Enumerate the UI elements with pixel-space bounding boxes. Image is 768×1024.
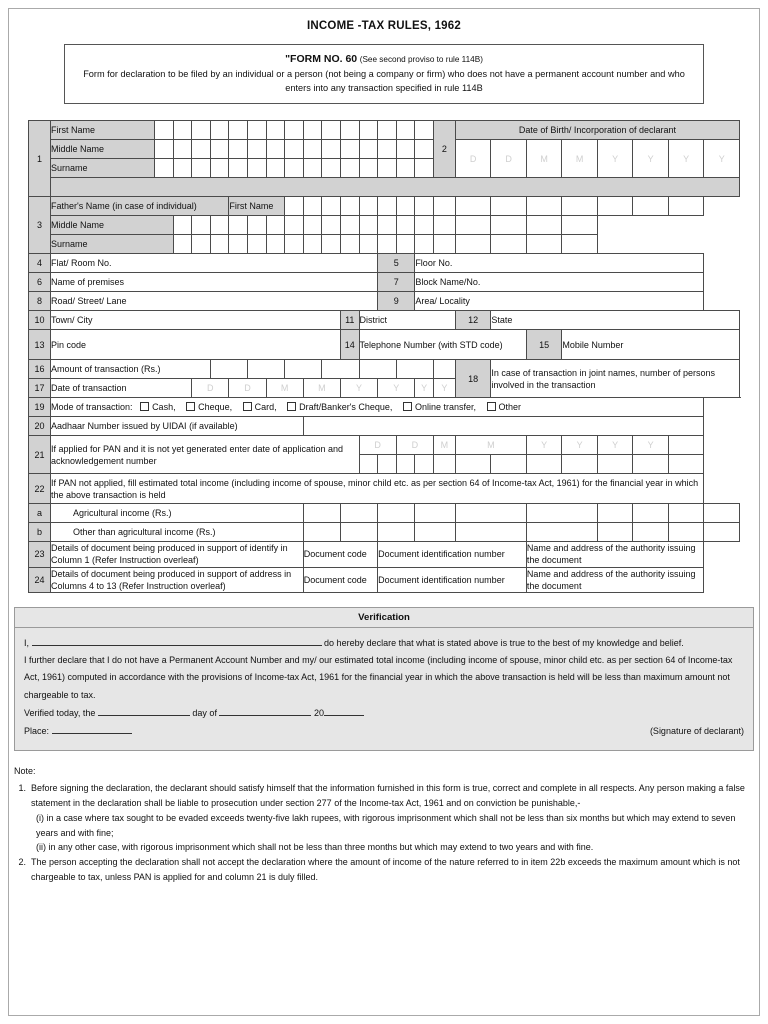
verified-day-blank[interactable] — [98, 715, 190, 716]
field-state[interactable]: State — [491, 311, 740, 330]
row-number-8: 8 — [29, 292, 51, 311]
father-middle-name-char-5[interactable] — [247, 216, 266, 235]
middle-name-char-12[interactable] — [359, 140, 378, 159]
verified-month-blank[interactable] — [219, 715, 311, 716]
row-document-identity — [29, 542, 740, 567]
surname-char-8[interactable] — [285, 159, 304, 178]
father-first-name-char-16[interactable] — [668, 197, 704, 216]
field-district[interactable]: District — [359, 311, 455, 330]
pan-date-month-2[interactable]: M — [455, 436, 526, 455]
row-number-21: 21 — [29, 436, 51, 474]
option-cheque: Cheque, — [198, 402, 233, 413]
other-income-box-2[interactable] — [340, 523, 377, 542]
father-first-name-char-10[interactable] — [455, 197, 491, 216]
field-flat-room-no[interactable]: Flat/ Room No. — [51, 254, 378, 273]
dob-box-year-2[interactable]: Y — [633, 140, 669, 178]
middle-name-char-10[interactable] — [322, 140, 341, 159]
label-fathers-name: Father's Name (in case of individual) — [51, 197, 229, 216]
sub-marker-22b: b — [29, 523, 51, 542]
row-number-23: 23 — [29, 542, 51, 567]
signature-label: (Signature of declarant) — [649, 726, 744, 737]
father-middle-name-char-3[interactable] — [210, 216, 229, 235]
row-number-1: 1 — [29, 121, 51, 197]
declarant-name-blank[interactable] — [32, 645, 322, 646]
father-middle-name-char-19[interactable] — [562, 216, 598, 235]
surname-char-13[interactable] — [378, 159, 397, 178]
row-number-7: 7 — [378, 273, 415, 292]
agri-income-box-8[interactable] — [633, 504, 669, 523]
other-income-box-10[interactable] — [704, 523, 740, 542]
amount-box-3[interactable] — [285, 360, 322, 379]
father-surname-char-16[interactable] — [455, 235, 491, 254]
label-other-income: Other than agricultural income (Rs.) — [51, 523, 304, 542]
other-income-box-7[interactable] — [597, 523, 633, 542]
form-content — [14, 14, 754, 885]
father-surname-char-9[interactable] — [322, 235, 341, 254]
txn-date-year-4[interactable]: Y — [433, 379, 455, 398]
form-number-line — [75, 52, 693, 68]
row-number-12: 12 — [455, 311, 491, 330]
other-income-box-6[interactable] — [526, 523, 597, 542]
verification-body — [15, 628, 753, 750]
field-town-city[interactable]: Town/ City — [51, 311, 341, 330]
middle-name-char-4[interactable] — [210, 140, 229, 159]
row-number-10: 10 — [29, 311, 51, 330]
row-number-19: 19 — [29, 398, 51, 417]
label-father-first-name: First Name — [229, 197, 285, 216]
verification-title: Verification — [15, 608, 753, 628]
verified-year-prefix: 20 — [313, 707, 324, 718]
father-first-name-char-14[interactable] — [597, 197, 633, 216]
agri-income-box-10[interactable] — [704, 504, 740, 523]
father-surname-char-3[interactable] — [210, 235, 229, 254]
agri-income-box-3[interactable] — [378, 504, 415, 523]
first-name-char-8[interactable] — [285, 121, 304, 140]
first-name-char-4[interactable] — [210, 121, 229, 140]
label-father-surname: Surname — [51, 235, 174, 254]
label-agricultural-income: Agricultural income (Rs.) — [51, 504, 304, 523]
verified-today-label: Verified today, the — [24, 707, 96, 718]
row-estimated-total-income — [29, 474, 740, 504]
label-date-of-transaction: Date of transaction — [51, 379, 192, 398]
ack-char-10[interactable] — [597, 455, 633, 474]
other-income-box-1[interactable] — [303, 523, 340, 542]
checkbox-other[interactable] — [487, 402, 496, 411]
middle-name-char-2[interactable] — [173, 140, 192, 159]
first-name-char-1[interactable] — [155, 121, 174, 140]
amount-box-7[interactable] — [433, 360, 455, 379]
pan-date-year-4[interactable]: Y — [633, 436, 669, 455]
father-surname-char-11[interactable] — [359, 235, 378, 254]
checkbox-cheque[interactable] — [186, 402, 195, 411]
dob-box-year-1[interactable]: Y — [597, 140, 633, 178]
middle-name-char-11[interactable] — [340, 140, 359, 159]
middle-name-char-8[interactable] — [285, 140, 304, 159]
note-text-1: Before signing the declaration, the declarant should satisfy himself that the information furnished in this form is true, correct and complete in all respects. Any person making a false statement in the declaration shall be liable to prosecution under section 277 of the Income-tax Act, 1961 and on conviction be punishable,- — [31, 783, 745, 808]
ack-char-4[interactable] — [415, 455, 434, 474]
ack-char-11[interactable] — [633, 455, 669, 474]
txn-date-year-2[interactable]: Y — [378, 379, 415, 398]
middle-name-char-13[interactable] — [378, 140, 397, 159]
label-aadhaar-number: Aadhaar Number issued by UIDAI (if available) — [51, 417, 304, 436]
surname-char-6[interactable] — [247, 159, 266, 178]
row-aadhaar-number — [29, 417, 740, 436]
checkbox-draft-bankers-cheque[interactable] — [287, 402, 296, 411]
field-name-of-premises[interactable]: Name of premises — [51, 273, 378, 292]
txn-date-year-3[interactable]: Y — [415, 379, 434, 398]
amount-box-1[interactable] — [210, 360, 247, 379]
ack-char-6[interactable] — [455, 455, 491, 474]
row-agricultural-income — [29, 504, 740, 523]
dob-box-day-1[interactable]: D — [455, 140, 491, 178]
txn-date-month-2[interactable]: M — [303, 379, 340, 398]
place-blank[interactable] — [52, 733, 132, 734]
txn-date-month-1[interactable]: M — [266, 379, 303, 398]
agri-income-box-5[interactable] — [455, 504, 526, 523]
verification-line-1 — [24, 635, 744, 652]
row-premises-block — [29, 273, 740, 292]
other-income-box-9[interactable] — [668, 523, 704, 542]
pan-date-month-1[interactable]: M — [433, 436, 455, 455]
row-other-income — [29, 523, 740, 542]
surname-char-7[interactable] — [266, 159, 285, 178]
row-amount-of-transaction — [29, 360, 740, 379]
pan-date-year-1[interactable]: Y — [526, 436, 562, 455]
surname-char-1[interactable] — [155, 159, 174, 178]
note-number-2: 2. — [18, 856, 26, 867]
middle-name-char-9[interactable] — [303, 140, 322, 159]
father-middle-name-char-16[interactable] — [455, 216, 491, 235]
checkbox-online-transfer[interactable] — [403, 402, 412, 411]
ack-char-9[interactable] — [562, 455, 598, 474]
first-name-char-14[interactable] — [396, 121, 415, 140]
ack-char-3[interactable] — [396, 455, 415, 474]
other-income-box-3[interactable] — [378, 523, 415, 542]
row-number-13: 13 — [29, 330, 51, 360]
field-block-name-no[interactable]: Block Name/No. — [415, 273, 704, 292]
row-document-address — [29, 567, 740, 592]
pan-date-day-1[interactable]: D — [359, 436, 396, 455]
middle-name-char-6[interactable] — [247, 140, 266, 159]
father-middle-name-char-2[interactable] — [192, 216, 211, 235]
header-authority-24[interactable]: Name and address of the authority issuing the document — [526, 567, 704, 592]
father-first-name-char-8[interactable] — [415, 197, 434, 216]
father-surname-char-15[interactable] — [433, 235, 455, 254]
first-name-char-12[interactable] — [359, 121, 378, 140]
txn-date-day-2[interactable]: D — [229, 379, 266, 398]
father-first-name-char-9[interactable] — [433, 197, 455, 216]
father-surname-char-6[interactable] — [266, 235, 285, 254]
middle-name-char-7[interactable] — [266, 140, 285, 159]
option-online-transfer: Online transfer, — [414, 402, 476, 413]
first-name-char-7[interactable] — [266, 121, 285, 140]
father-middle-name-char-8[interactable] — [303, 216, 322, 235]
header-document-code-24[interactable]: Document code — [303, 567, 377, 592]
surname-char-11[interactable] — [340, 159, 359, 178]
surname-char-10[interactable] — [322, 159, 341, 178]
mode-of-transaction-group — [51, 398, 704, 417]
middle-name-char-1[interactable] — [155, 140, 174, 159]
note-sub-1-ii: (ii) in any other case, with rigorous imprisonment which shall not be less than three months but which may extend to two years and with fine. — [36, 842, 594, 853]
verified-year-blank[interactable] — [324, 715, 364, 716]
first-name-char-15[interactable] — [415, 121, 434, 140]
surname-char-2[interactable] — [173, 159, 192, 178]
txn-date-year-1[interactable]: Y — [340, 379, 377, 398]
dob-box-year-3[interactable]: Y — [668, 140, 704, 178]
label-mode-of-transaction: Mode of transaction: — [51, 402, 133, 413]
verified-day-of-label: day of — [192, 707, 217, 718]
row-number-24: 24 — [29, 567, 51, 592]
first-name-char-11[interactable] — [340, 121, 359, 140]
row-father-middle-name — [29, 216, 740, 235]
amount-box-2[interactable] — [247, 360, 284, 379]
father-first-name-char-15[interactable] — [633, 197, 669, 216]
pan-date-year-5[interactable] — [668, 436, 704, 455]
father-first-name-char-5[interactable] — [359, 197, 378, 216]
father-surname-char-17[interactable] — [491, 235, 527, 254]
row-pan-applied-date — [29, 436, 740, 455]
row-number-6: 6 — [29, 273, 51, 292]
field-mobile-number[interactable]: Mobile Number — [562, 330, 740, 360]
father-surname-char-8[interactable] — [303, 235, 322, 254]
note-item-1 — [14, 781, 754, 810]
row-number-4: 4 — [29, 254, 51, 273]
agri-income-box-4[interactable] — [415, 504, 456, 523]
pan-date-year-3[interactable]: Y — [597, 436, 633, 455]
label-document-address: Details of document being produced in support of address in Columns 4 to 13 (Refer Instruction overleaf) — [51, 567, 304, 592]
row-father-first-name — [29, 197, 740, 216]
verification-place-line — [24, 723, 744, 740]
middle-name-char-5[interactable] — [229, 140, 248, 159]
field-telephone-number[interactable]: Telephone Number (with STD code) — [359, 330, 526, 360]
amount-box-4[interactable] — [322, 360, 359, 379]
option-cash: Cash, — [152, 402, 176, 413]
page-title: INCOME -TAX RULES, 1962 — [307, 20, 461, 32]
first-name-char-3[interactable] — [192, 121, 211, 140]
other-income-box-8[interactable] — [633, 523, 669, 542]
ack-char-7[interactable] — [491, 455, 527, 474]
field-area-locality[interactable]: Area/ Locality — [415, 292, 704, 311]
header-document-code-23[interactable]: Document code — [303, 542, 377, 567]
row-number-22: 22 — [29, 474, 51, 504]
field-joint-names-count[interactable]: In case of transaction in joint names, number of persons involved in the transaction — [491, 360, 740, 398]
row-pin-telephone-mobile — [29, 330, 740, 360]
row-number-18: 18 — [455, 360, 491, 398]
verification-line-1-text: do hereby declare that what is stated above is true to the best of my knowledge and belief. — [324, 637, 684, 648]
surname-char-9[interactable] — [303, 159, 322, 178]
row-first-name — [29, 121, 740, 140]
row-number-9: 9 — [378, 292, 415, 311]
notes-heading: Note: — [14, 765, 36, 776]
first-name-char-2[interactable] — [173, 121, 192, 140]
form-number: "FORM NO. 60 — [285, 53, 358, 65]
form-header-box — [64, 44, 704, 104]
amount-box-6[interactable] — [396, 360, 433, 379]
agri-income-box-1[interactable] — [303, 504, 340, 523]
ack-char-1[interactable] — [359, 455, 378, 474]
father-surname-char-2[interactable] — [192, 235, 211, 254]
label-pan-applied: If applied for PAN and it is not yet generated enter date of application and acknowledgement number — [51, 436, 360, 474]
father-middle-name-char-4[interactable] — [229, 216, 248, 235]
row-mode-of-transaction — [29, 398, 740, 417]
row-middle-name — [29, 140, 740, 159]
first-name-char-13[interactable] — [378, 121, 397, 140]
option-draft-bankers-cheque: Draft/Banker's Cheque, — [299, 402, 393, 413]
father-middle-name-char-11[interactable] — [359, 216, 378, 235]
option-other: Other — [498, 402, 522, 413]
form-number-note: (See second proviso to rule 114B) — [359, 55, 483, 64]
notes-section — [14, 764, 754, 885]
ack-char-8[interactable] — [526, 455, 562, 474]
field-road-street-lane[interactable]: Road/ Street/ Lane — [51, 292, 378, 311]
father-surname-char-12[interactable] — [378, 235, 397, 254]
row-number-14: 14 — [340, 330, 359, 360]
field-aadhaar-number[interactable] — [303, 417, 704, 436]
father-middle-name-char-17[interactable] — [491, 216, 527, 235]
pan-date-year-2[interactable]: Y — [562, 436, 598, 455]
father-first-name-char-11[interactable] — [491, 197, 527, 216]
first-name-char-6[interactable] — [247, 121, 266, 140]
label-estimated-total-income: If PAN not applied, fill estimated total income (including income of spouse, minor child etc. as per section 64 of Income-tax Act, 1961) for the financial year in which the above transaction is held — [51, 474, 704, 504]
field-pin-code[interactable]: Pin code — [51, 330, 341, 360]
father-first-name-char-1[interactable] — [285, 197, 304, 216]
header-authority-23[interactable]: Name and address of the authority issuing the document — [526, 542, 704, 567]
verification-line-2: I further declare that I do not have a Permanent Account Number and my/ our estimated total income (including income of spouse, minor child etc. as per section 64 of Income-tax Act, 1961) computed in accordance with the provisions of Income-tax Act, 1961 for the financial year in which the above transaction is held will be less than maximum amount not chargeable to tax. — [24, 655, 733, 700]
ack-char-5[interactable] — [433, 455, 455, 474]
other-income-box-5[interactable] — [455, 523, 526, 542]
label-amount-of-transaction: Amount of transaction (Rs.) — [51, 360, 211, 379]
form-grid — [28, 120, 740, 593]
row-father-surname — [29, 235, 740, 254]
agri-income-box-9[interactable] — [668, 504, 704, 523]
place-label: Place: — [24, 726, 50, 737]
father-first-name-char-4[interactable] — [340, 197, 359, 216]
father-middle-name-char-7[interactable] — [285, 216, 304, 235]
header-document-id-24[interactable]: Document identification number — [378, 567, 527, 592]
spacer-strip — [51, 178, 740, 197]
surname-char-5[interactable] — [229, 159, 248, 178]
surname-char-3[interactable] — [192, 159, 211, 178]
row-road-area — [29, 292, 740, 311]
father-first-name-char-2[interactable] — [303, 197, 322, 216]
row-town-district-state — [29, 311, 740, 330]
surname-char-4[interactable] — [210, 159, 229, 178]
father-surname-char-14[interactable] — [415, 235, 434, 254]
row-number-20: 20 — [29, 417, 51, 436]
note-item-2 — [14, 855, 754, 884]
father-middle-name-char-1[interactable] — [173, 216, 192, 235]
father-middle-name-char-14[interactable] — [415, 216, 434, 235]
father-surname-char-5[interactable] — [247, 235, 266, 254]
note-sub-1-i: (i) in a case where tax sought to be evaded exceeds twenty-five lakh rupees, with rigorous imprisonment which shall not be less than six months but which may extend to seven years and with fine; — [36, 813, 736, 838]
middle-name-char-3[interactable] — [192, 140, 211, 159]
label-first-name: First Name — [51, 121, 155, 140]
header-document-id-23[interactable]: Document identification number — [378, 542, 527, 567]
other-income-box-4[interactable] — [415, 523, 456, 542]
father-first-name-char-7[interactable] — [396, 197, 415, 216]
ack-char-12[interactable] — [668, 455, 704, 474]
note-text-2: The person accepting the declaration shall not accept the declaration where the amount of income of the nature referred to in item 22b exceeds the maximum amount which is not chargeable to tax, unless PAN is applied for and column 21 is duly filled. — [31, 856, 740, 882]
surname-char-15[interactable] — [415, 159, 434, 178]
father-middle-name-char-13[interactable] — [396, 216, 415, 235]
label-document-identity: Details of document being produced in support of identify in Column 1 (Refer Instruction overleaf) — [51, 542, 304, 567]
row-number-2: 2 — [433, 121, 455, 178]
father-surname-char-19[interactable] — [562, 235, 598, 254]
row-spacer — [29, 178, 740, 197]
sub-marker-22a: a — [29, 504, 51, 523]
agri-income-box-7[interactable] — [597, 504, 633, 523]
first-name-char-5[interactable] — [229, 121, 248, 140]
father-first-name-char-13[interactable] — [562, 197, 598, 216]
row-number-5: 5 — [378, 254, 415, 273]
father-first-name-char-12[interactable] — [526, 197, 562, 216]
row-number-16: 16 — [29, 360, 51, 379]
verification-section — [14, 607, 754, 751]
pan-date-day-2[interactable]: D — [396, 436, 433, 455]
father-surname-char-18[interactable] — [526, 235, 562, 254]
father-middle-name-char-9[interactable] — [322, 216, 341, 235]
middle-name-char-14[interactable] — [396, 140, 415, 159]
row-number-11: 11 — [340, 311, 359, 330]
label-father-middle-name: Middle Name — [51, 216, 174, 235]
dob-box-month-1[interactable]: M — [526, 140, 562, 178]
agri-income-box-6[interactable] — [526, 504, 597, 523]
father-middle-name-char-18[interactable] — [526, 216, 562, 235]
first-name-char-9[interactable] — [303, 121, 322, 140]
row-number-15: 15 — [526, 330, 562, 360]
verification-verified-line — [24, 705, 744, 722]
father-middle-name-char-10[interactable] — [340, 216, 359, 235]
father-middle-name-char-12[interactable] — [378, 216, 397, 235]
label-surname: Surname — [51, 159, 155, 178]
label-date-of-birth: Date of Birth/ Incorporation of declarant — [455, 121, 739, 140]
dob-box-month-2[interactable]: M — [562, 140, 598, 178]
father-first-name-char-3[interactable] — [322, 197, 341, 216]
father-surname-char-1[interactable] — [173, 235, 192, 254]
middle-name-char-15[interactable] — [415, 140, 434, 159]
txn-date-day-1[interactable]: D — [192, 379, 229, 398]
surname-char-12[interactable] — [359, 159, 378, 178]
option-card: Card, — [254, 402, 277, 413]
father-first-name-char-6[interactable] — [378, 197, 397, 216]
row-number-3: 3 — [29, 197, 51, 254]
verification-i-label: I, — [24, 637, 30, 648]
checkbox-cash[interactable] — [140, 402, 149, 411]
checkbox-card[interactable] — [243, 402, 252, 411]
ack-char-2[interactable] — [378, 455, 397, 474]
father-surname-char-10[interactable] — [340, 235, 359, 254]
amount-box-5[interactable] — [359, 360, 396, 379]
father-middle-name-char-6[interactable] — [266, 216, 285, 235]
label-middle-name: Middle Name — [51, 140, 155, 159]
note-number-1: 1. — [18, 783, 26, 794]
agri-income-box-2[interactable] — [340, 504, 377, 523]
first-name-char-10[interactable] — [322, 121, 341, 140]
surname-char-14[interactable] — [396, 159, 415, 178]
father-surname-char-4[interactable] — [229, 235, 248, 254]
father-surname-char-13[interactable] — [396, 235, 415, 254]
field-floor-no[interactable]: Floor No. — [415, 254, 704, 273]
dob-box-day-2[interactable]: D — [491, 140, 527, 178]
father-surname-char-7[interactable] — [285, 235, 304, 254]
row-number-17: 17 — [29, 379, 51, 398]
form-description: Form for declaration to be filed by an individual or a person (not being a company or firm) who does not have a permanent account number and who enters into any transaction specified in rule 114B — [83, 68, 685, 93]
row-flat-floor — [29, 254, 740, 273]
dob-box-year-4[interactable]: Y — [704, 140, 740, 178]
father-middle-name-char-15[interactable] — [433, 216, 455, 235]
